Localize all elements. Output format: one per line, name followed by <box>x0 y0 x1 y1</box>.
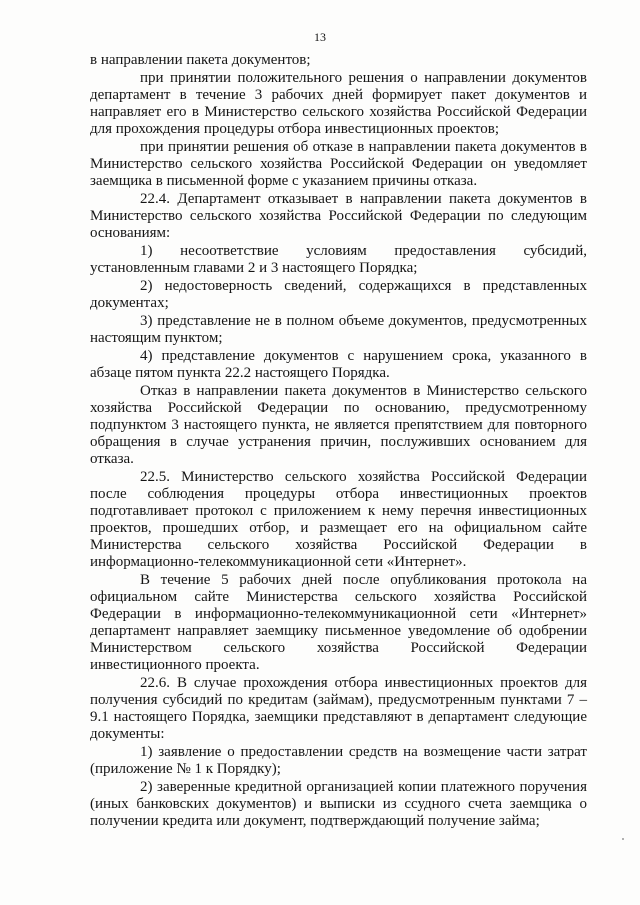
paragraph-positive-decision: при принятии положительного решения о направлении документов департамент в течение 3 рабочих дней формирует пакет документов и направляет его в Министерство сельского хозяйства Российской Федерации для прохождения процедуры отбора инвестиционных проектов; <box>90 70 587 137</box>
list-item-22-4-4: 4) представление документов с нарушением срока, указанного в абзаце пятом пункта 22.2 настоящего Порядка. <box>90 348 587 381</box>
list-item-22-4-3: 3) представление не в полном объеме документов, предусмотренных настоящим пунктом; <box>90 313 587 346</box>
paragraph-22-6: 22.6. В случае прохождения отбора инвестиционных проектов для получения субсидий по кредитам (займам), предусмотренным пунктами 7 – 9.1 настоящего Порядка, заемщики представляют в департамент следующие документы: <box>90 675 587 742</box>
list-item-22-4-1: 1) несоответствие условиям предоставления субсидий, установленным главами 2 и 3 настоящего Порядка; <box>90 243 587 276</box>
scan-speck <box>622 838 624 840</box>
list-item-22-6-1: 1) заявление о предоставлении средств на возмещение части затрат (приложение № 1 к Порядку); <box>90 744 587 777</box>
paragraph-continuation: в направлении пакета документов; <box>90 52 311 68</box>
page-number: 13 <box>314 30 326 44</box>
list-item-22-4-2: 2) недостоверность сведений, содержащихся в представленных документах; <box>90 278 587 311</box>
paragraph-notification: В течение 5 рабочих дней после опубликования протокола на официальном сайте Министерства сельского хозяйства Российской Федерации в информационно-телекоммуникационной сети «Интернет» департамент направляет заемщику письменное уведомление об одобрении Министерством сельского хозяйства Российской Федерации инвестиционного проекта. <box>90 572 587 673</box>
paragraph-refusal-decision: при принятии решения об отказе в направлении пакета документов в Министерство сельского хозяйства Российской Федерации он уведомляет заемщика в письменной форме с указанием причины отказа. <box>90 139 587 189</box>
document-body <box>90 52 587 830</box>
paragraph-22-5: 22.5. Министерство сельского хозяйства Российской Федерации после соблюдения процедуры отбора инвестиционных проектов подготавливает протокол с приложением к нему перечня инвестиционных проектов, прошедших отбор, и размещает его на официальном сайте Министерства сельского хозяйства Российской Федерации в информационно-телекоммуникационной сети «Интернет». <box>90 469 587 570</box>
list-item-22-6-2: 2) заверенные кредитной организацией копии платежного поручения (иных банковских документов) и выписки из ссудного счета заемщика о получении кредита или документ, подтверждающий получение займа; <box>90 779 587 829</box>
paragraph-22-4: 22.4. Департамент отказывает в направлении пакета документов в Министерство сельского хозяйства Российской Федерации по следующим основаниям: <box>90 191 587 241</box>
paragraph-refusal-note: Отказ в направлении пакета документов в Министерство сельского хозяйства Российской Федерации по основанию, предусмотренному подпунктом 3 настоящего пункта, не является препятствием для повторного обращения в случае устранения причин, послуживших основанием для отказа. <box>90 383 587 467</box>
